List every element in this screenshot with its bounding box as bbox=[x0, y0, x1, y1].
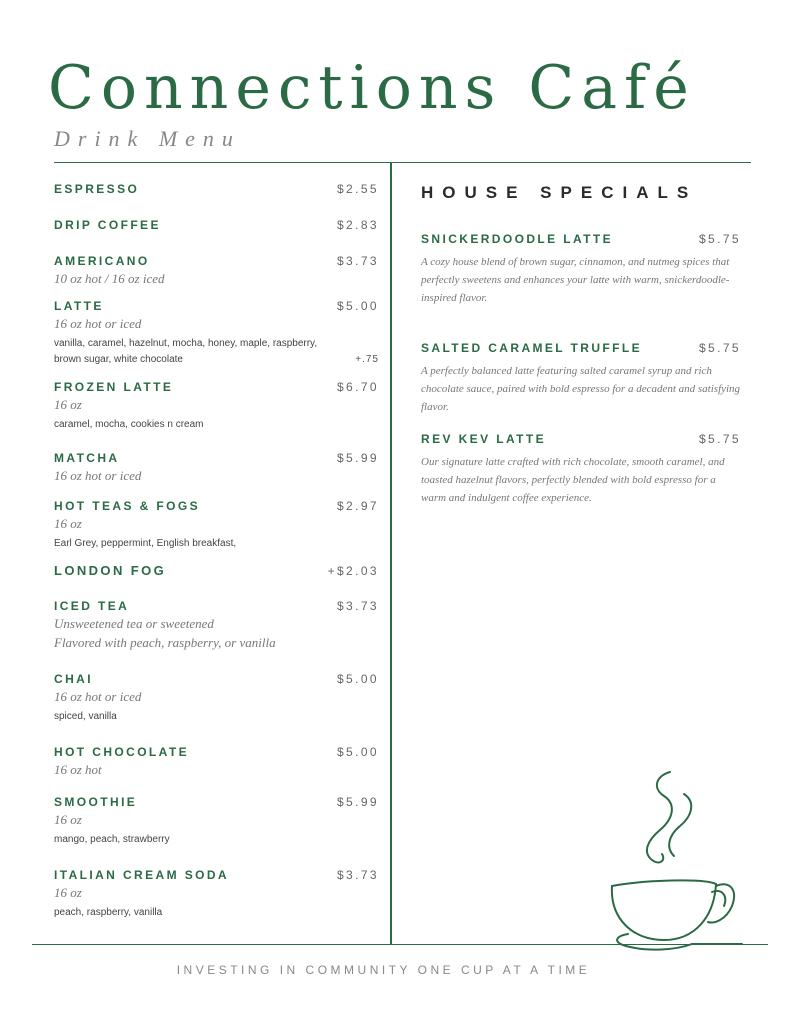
item-price: $2.97 bbox=[336, 499, 379, 513]
drink-list bbox=[54, 182, 379, 921]
special-name: SNICKERDOODLE LATTE bbox=[421, 232, 614, 246]
coffee-cup-icon bbox=[604, 768, 744, 954]
item-name: DRIP COFFEE bbox=[54, 218, 161, 232]
menu-item-london-fog bbox=[54, 563, 379, 578]
item-options: caramel, mocha, cookies n cream bbox=[54, 419, 204, 430]
menu-item-iced-tea bbox=[54, 599, 379, 651]
menu-item-hot-teas-fogs bbox=[54, 499, 379, 552]
menu-item-frozen-latte bbox=[54, 380, 379, 433]
menu-subtitle: Drink Menu bbox=[54, 126, 241, 151]
item-size: 16 oz hot or iced bbox=[54, 316, 142, 331]
item-name: SMOOTHIE bbox=[54, 795, 138, 809]
special-price: $5.75 bbox=[698, 432, 741, 446]
item-options: mango, peach, strawberry bbox=[54, 834, 170, 845]
item-name: FROZEN LATTE bbox=[54, 380, 174, 394]
special-price: $5.75 bbox=[698, 341, 741, 355]
house-specials-list bbox=[421, 232, 741, 507]
item-price: $5.00 bbox=[336, 745, 379, 759]
item-size: 16 oz bbox=[54, 397, 82, 412]
item-size: 16 oz hot or iced bbox=[54, 468, 142, 483]
top-divider bbox=[54, 162, 751, 163]
item-options: Earl Grey, peppermint, English breakfast, bbox=[54, 538, 237, 549]
special-name: REV KEV LATTE bbox=[421, 432, 546, 446]
item-name: ESPRESSO bbox=[54, 182, 140, 196]
menu-item-drip-coffee bbox=[54, 218, 379, 232]
item-name: AMERICANO bbox=[54, 254, 150, 268]
cafe-title: Connections Café bbox=[48, 53, 696, 123]
item-price: $3.73 bbox=[336, 254, 379, 268]
item-options: spiced, vanilla bbox=[54, 711, 117, 722]
item-name: LATTE bbox=[54, 299, 104, 313]
item-name: ICED TEA bbox=[54, 599, 130, 613]
item-name: HOT TEAS & FOGS bbox=[54, 499, 201, 513]
item-size: 16 oz bbox=[54, 885, 82, 900]
menu-item-matcha bbox=[54, 451, 379, 484]
item-size: Unsweetened tea or sweetened bbox=[54, 616, 214, 631]
special-name: SALTED CARAMEL TRUFFLE bbox=[421, 341, 643, 355]
menu-item-espresso bbox=[54, 182, 379, 196]
menu-item-italian-cream-soda bbox=[54, 868, 379, 921]
item-price: $2.83 bbox=[336, 218, 379, 232]
item-options-line: brown sugar, white chocolate bbox=[54, 354, 183, 365]
item-size: 10 oz hot / 16 oz iced bbox=[54, 271, 165, 286]
menu-item-chai bbox=[54, 672, 379, 725]
special-item-snickerdoodle-latte bbox=[421, 232, 741, 307]
special-description: Our signature latte crafted with rich chocolate, smooth caramel, and toasted hazelnut flavors, perfectly blended with bold espresso for a warm and indulgent coffee experience. bbox=[421, 456, 725, 504]
special-description: A cozy house blend of brown sugar, cinnamon, and nutmeg spices that perfectly sweetens and enhances your latte with warm, snickerdoodle-inspired flavor. bbox=[421, 256, 730, 304]
item-size: 16 oz bbox=[54, 516, 82, 531]
item-name: HOT CHOCOLATE bbox=[54, 745, 189, 759]
item-price: $6.70 bbox=[336, 380, 379, 394]
footer-tagline: INVESTING IN COMMUNITY ONE CUP AT A TIME bbox=[176, 963, 591, 977]
item-options bbox=[54, 336, 379, 368]
house-specials-heading: HOUSE SPECIALS bbox=[421, 183, 698, 202]
item-size: 16 oz hot bbox=[54, 762, 102, 777]
item-flavors: Flavored with peach, raspberry, or vanilla bbox=[54, 635, 276, 650]
item-price: $3.73 bbox=[336, 868, 379, 882]
item-price: $2.55 bbox=[336, 182, 379, 196]
item-size: 16 oz hot or iced bbox=[54, 689, 142, 704]
item-name: ITALIAN CREAM SODA bbox=[54, 868, 229, 882]
menu-item-americano bbox=[54, 254, 379, 287]
special-item-rev-kev-latte bbox=[421, 432, 741, 507]
special-item-salted-caramel-truffle bbox=[421, 341, 741, 416]
item-name: MATCHA bbox=[54, 451, 120, 465]
menu-item-smoothie bbox=[54, 795, 379, 848]
flavor-addon-price: +.75 bbox=[355, 354, 379, 365]
item-name: LONDON FOG bbox=[54, 563, 167, 578]
special-description: A perfectly balanced latte featuring salted caramel syrup and rich chocolate sauce, paired with bold espresso for a decadent and satisfying flavor. bbox=[421, 365, 741, 413]
item-price: $5.99 bbox=[336, 451, 379, 465]
item-price: $5.00 bbox=[336, 299, 379, 313]
menu-item-latte bbox=[54, 299, 379, 368]
item-price: +$2.03 bbox=[327, 564, 379, 578]
item-size: 16 oz bbox=[54, 812, 82, 827]
item-name: CHAI bbox=[54, 672, 93, 686]
column-divider bbox=[390, 162, 392, 944]
item-options-line: vanilla, caramel, hazelnut, mocha, honey, maple, raspberry, bbox=[54, 338, 318, 349]
item-options: peach, raspberry, vanilla bbox=[54, 907, 163, 918]
item-price: $3.73 bbox=[336, 599, 379, 613]
menu-item-hot-chocolate bbox=[54, 745, 379, 778]
item-price: $5.99 bbox=[336, 795, 379, 809]
special-price: $5.75 bbox=[698, 232, 741, 246]
item-price: $5.00 bbox=[336, 672, 379, 686]
